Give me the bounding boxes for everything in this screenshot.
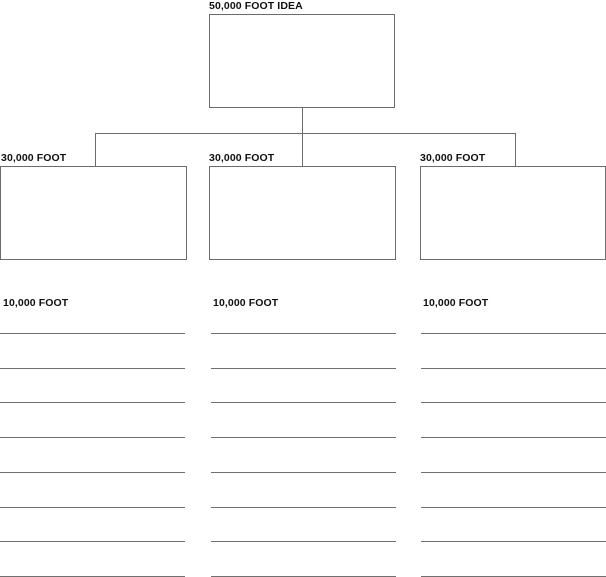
top-level-label: 50,000 FOOT IDEA — [209, 0, 303, 12]
writing-line[interactable] — [0, 437, 185, 438]
writing-line[interactable] — [0, 507, 185, 508]
connector-trunk — [302, 107, 303, 166]
mid-level-box-3[interactable] — [420, 166, 606, 260]
low-level-label-2: 10,000 FOOT — [213, 297, 279, 309]
low-level-label-3: 10,000 FOOT — [423, 297, 489, 309]
writing-line[interactable] — [0, 368, 185, 369]
writing-line[interactable] — [421, 368, 606, 369]
writing-line[interactable] — [211, 472, 396, 473]
connector-left — [95, 133, 96, 167]
writing-line[interactable] — [421, 541, 606, 542]
top-level-box[interactable] — [209, 14, 395, 108]
writing-line[interactable] — [421, 437, 606, 438]
writing-line[interactable] — [0, 402, 185, 403]
writing-line[interactable] — [421, 333, 606, 334]
writing-line[interactable] — [211, 402, 396, 403]
mid-level-box-2[interactable] — [209, 166, 396, 260]
mid-level-label-3: 30,000 FOOT — [420, 152, 486, 164]
mid-level-label-2: 30,000 FOOT — [209, 152, 275, 164]
writing-line[interactable] — [0, 472, 185, 473]
writing-line[interactable] — [421, 507, 606, 508]
writing-line[interactable] — [0, 333, 185, 334]
writing-line[interactable] — [0, 576, 185, 577]
writing-line[interactable] — [211, 368, 396, 369]
writing-line[interactable] — [211, 333, 396, 334]
low-level-label-1: 10,000 FOOT — [3, 297, 69, 309]
writing-line[interactable] — [421, 576, 606, 577]
mid-level-box-1[interactable] — [0, 166, 187, 260]
writing-line[interactable] — [421, 472, 606, 473]
connector-right — [515, 133, 516, 167]
writing-line[interactable] — [421, 402, 606, 403]
writing-line[interactable] — [211, 507, 396, 508]
mid-level-label-1: 30,000 FOOT — [1, 152, 67, 164]
writing-line[interactable] — [211, 576, 396, 577]
writing-line[interactable] — [0, 541, 185, 542]
connector-horizontal — [95, 133, 516, 134]
writing-line[interactable] — [211, 437, 396, 438]
writing-line[interactable] — [211, 541, 396, 542]
